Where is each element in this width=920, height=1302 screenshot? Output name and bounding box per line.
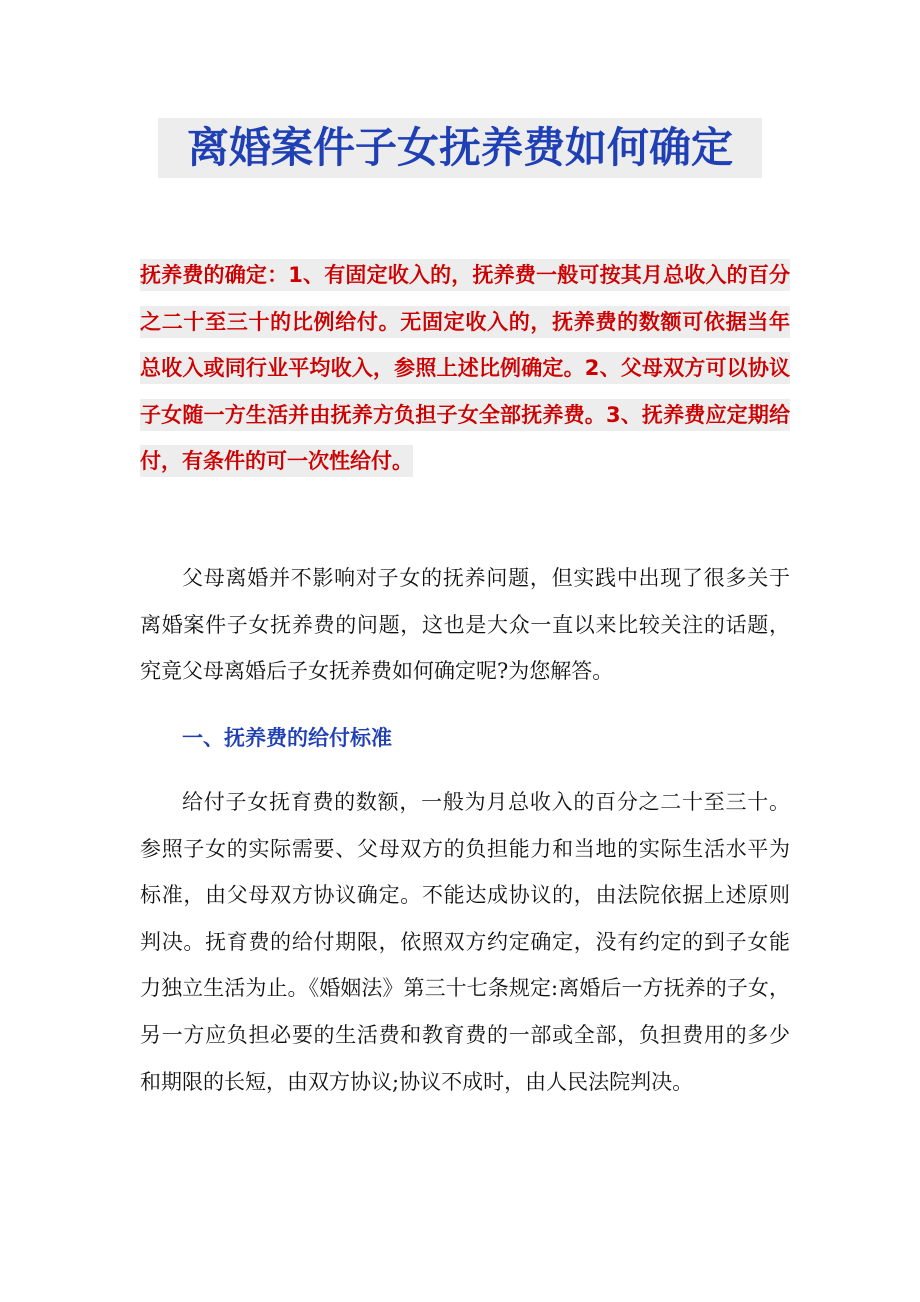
section-paragraph-payment-standard: 给付子女抚育费的数额，一般为月总收入的百分之二十至三十。参照子女的实际需要、父母双方的负担能力和当地的实际生活水平为标准，由父母双方协议确定。不能达成协议的，由法院依据上述原则判决。抚育费的给付期限，依照双方约定确定，没有约定的到子女能力独立生活为止。《婚姻法》第三十七条规定:离婚后一方抚养的子女，另一方应负担必要的生活费和教育费的一部或全部，负担费用的多少和期限的长短，由双方协议;协议不成时，由人民法院判决。 bbox=[140, 790, 790, 1094]
summary-paragraph bbox=[140, 252, 790, 485]
intro-paragraph: 父母离婚并不影响对子女的抚养问题，但实践中出现了很多关于离婚案件子女抚养费的问题，这也是大众一直以来比较关注的话题，究竟父母离婚后子女抚养费如何确定呢?为您解答。 bbox=[140, 566, 790, 684]
summary-text: 抚养费的确定：1、有固定收入的，抚养费一般可按其月总收入的百分之二十至三十的比例给付。无固定收入的，抚养费的数额可依据当年总收入或同行业平均收入，参照上述比例确定。2、父母双方可以协议子女随一方生活并由抚养方负担子女全部抚养费。3、抚养费应定期给付，有条件的可一次性给付。 bbox=[140, 259, 790, 477]
document-title: 离婚案件子女抚养费如何确定 bbox=[158, 118, 762, 178]
section-heading-payment-standard: 一、抚养费的给付标准 bbox=[182, 726, 392, 750]
